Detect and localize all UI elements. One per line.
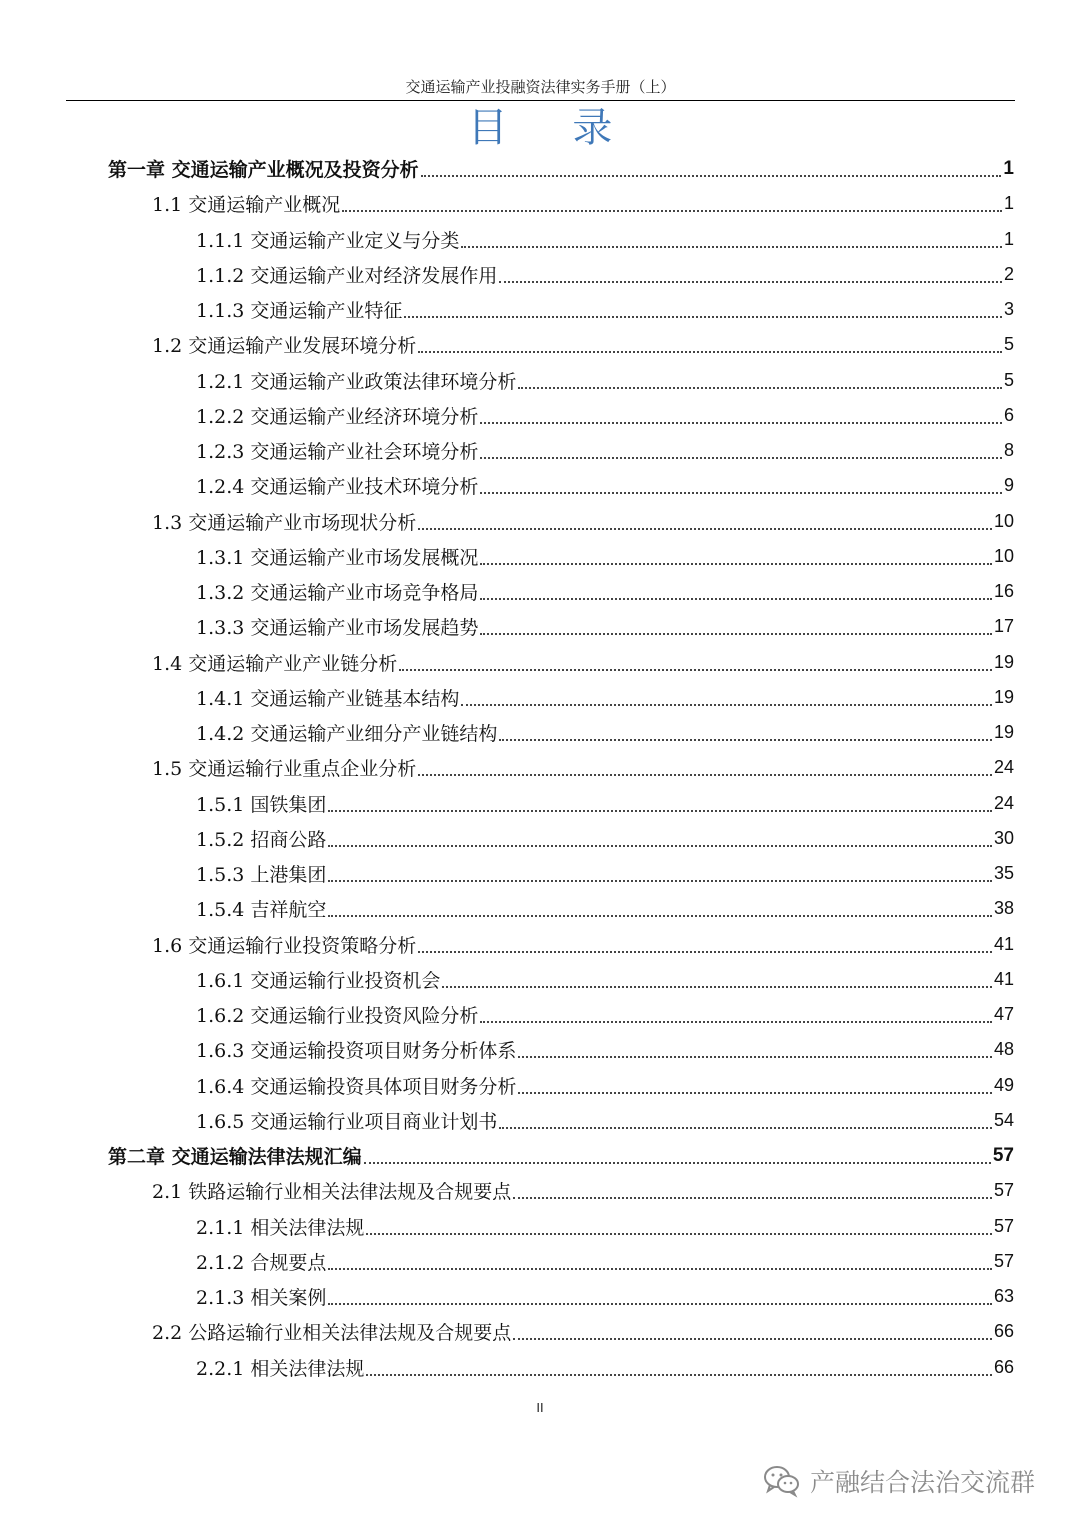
toc-entry-label: 1.1 交通运输产业概况: [152, 194, 341, 217]
toc-entry-page: 57: [993, 1250, 1014, 1271]
toc-leader-dots: [513, 1196, 992, 1199]
page-number: II: [536, 1400, 544, 1415]
toc-entry-page: 3: [1003, 299, 1014, 319]
toc-entry[interactable]: [196, 680, 1014, 715]
toc-entry-label: 1.2.3 交通运输产业社会环境分析: [196, 441, 479, 463]
toc-entry[interactable]: [196, 1209, 1014, 1244]
toc-leader-dots: [328, 914, 992, 917]
toc-entry-page: 17: [993, 616, 1014, 637]
toc-leader-dots: [366, 1373, 992, 1376]
toc-entry[interactable]: [196, 539, 1014, 574]
toc-entry[interactable]: [152, 645, 1014, 680]
toc-entry-page: 54: [993, 1109, 1014, 1130]
wechat-icon: [762, 1464, 802, 1498]
toc-entry[interactable]: [196, 222, 1014, 257]
toc-entry-label: 2.1 铁路运输行业相关法律法规及合规要点: [152, 1181, 512, 1204]
watermark: [762, 1461, 1035, 1501]
toc-entry[interactable]: [152, 504, 1014, 539]
toc-entry-label: 1.6 交通运输行业投资策略分析: [152, 934, 417, 957]
toc-entry-page: 57: [992, 1144, 1014, 1166]
toc-entry-label: 第二章 交通运输法律法规汇编: [108, 1146, 362, 1168]
toc-entry-page: 19: [993, 686, 1014, 707]
toc-leader-dots: [499, 1126, 992, 1129]
toc-entry-label: 2.2.1 相关法律法规: [196, 1357, 365, 1380]
toc-entry[interactable]: [152, 927, 1014, 962]
toc-entry-page: 24: [993, 757, 1014, 778]
toc-entry-page: 49: [993, 1074, 1014, 1095]
toc-title: 目 录: [467, 105, 639, 151]
toc-entry-page: 38: [993, 898, 1014, 919]
toc-entry-label: 1.6.2 交通运输行业投资风险分析: [196, 1005, 479, 1027]
toc-entry-page: 47: [993, 1004, 1014, 1024]
toc-leader-dots: [364, 1161, 991, 1164]
toc-leader-dots: [342, 209, 1002, 212]
toc-leader-dots: [499, 738, 992, 741]
toc-leader-dots: [480, 491, 1002, 494]
toc-entry[interactable]: [196, 1068, 1014, 1103]
toc-entry-label: 2.2 公路运输行业相关法律法规及合规要点: [152, 1322, 512, 1345]
toc-entry-label: 1.6.4 交通运输投资具体项目财务分析: [196, 1075, 517, 1098]
toc-leader-dots: [480, 1020, 992, 1023]
toc-entry-label: 1.1.2 交通运输产业对经济发展作用: [196, 264, 498, 287]
toc-entry[interactable]: [196, 468, 1014, 503]
toc-entry-page: 5: [1003, 369, 1014, 390]
toc-entry[interactable]: [196, 786, 1014, 821]
toc-entry-page: 19: [993, 651, 1014, 672]
toc-entry[interactable]: [196, 715, 1014, 750]
toc-entry[interactable]: [196, 997, 1014, 1032]
toc-leader-dots: [480, 562, 992, 565]
toc-entry-label: 1.4.1 交通运输产业链基本结构: [196, 687, 460, 710]
toc-entry-page: 8: [1003, 440, 1014, 460]
toc-entry[interactable]: [152, 327, 1014, 362]
toc-entry[interactable]: [196, 821, 1014, 856]
toc-leader-dots: [328, 879, 992, 882]
toc-entry[interactable]: [196, 609, 1014, 644]
toc-leader-dots: [499, 280, 1002, 283]
toc-entry-page: 41: [993, 968, 1014, 989]
toc-leader-dots: [404, 315, 1002, 318]
toc-entry[interactable]: [196, 574, 1014, 609]
toc-entry[interactable]: [196, 891, 1014, 926]
toc-entry-label: 2.1.3 相关案例: [196, 1287, 327, 1309]
toc-entry-page: 16: [993, 581, 1014, 601]
toc-entry-page: 9: [1003, 475, 1014, 496]
toc-entry-page: 2: [1003, 263, 1014, 284]
toc-entry-label: 1.1.1 交通运输产业定义与分类: [196, 229, 460, 252]
toc-entry-page: 48: [993, 1039, 1014, 1060]
toc-entry-label: 1.5.2 招商公路: [196, 828, 327, 851]
toc-entry-page: 66: [993, 1356, 1014, 1377]
toc-leader-dots: [480, 456, 1002, 459]
toc-entry[interactable]: [196, 1103, 1014, 1138]
toc-leader-dots: [421, 174, 1002, 177]
toc-entry[interactable]: [152, 1314, 1014, 1349]
toc-entry[interactable]: [108, 1138, 1014, 1173]
toc-entry-label: 1.2 交通运输产业发展环境分析: [152, 335, 417, 358]
toc-entry-label: 1.6.5 交通运输行业项目商业计划书: [196, 1110, 498, 1133]
toc-entry-label: 第一章 交通运输产业概况及投资分析: [108, 159, 419, 181]
toc-entry[interactable]: [152, 1173, 1014, 1208]
toc-leader-dots: [461, 703, 992, 706]
toc-entry-label: 2.1.1 相关法律法规: [196, 1216, 365, 1239]
toc-entry-page: 1: [1003, 228, 1014, 249]
toc-entry-page: 30: [993, 827, 1014, 848]
toc-leader-dots: [328, 809, 992, 812]
toc-entry-label: 2.1.2 合规要点: [196, 1251, 327, 1274]
running-header: 交通运输产业投融资法律实务手册（上）: [405, 78, 676, 96]
toc-entry[interactable]: [196, 1350, 1014, 1385]
toc-entry-label: 1.3.1 交通运输产业市场发展概况: [196, 546, 479, 569]
toc-entry[interactable]: [196, 962, 1014, 997]
toc-entry[interactable]: [196, 433, 1014, 468]
toc-entry[interactable]: [196, 1279, 1014, 1314]
toc-leader-dots: [328, 844, 992, 847]
toc-entry[interactable]: [196, 1244, 1014, 1279]
toc-entry[interactable]: [196, 257, 1014, 292]
toc-entry-label: 1.6.1 交通运输行业投资机会: [196, 969, 441, 992]
toc-entry-label: 1.4.2 交通运输产业细分产业链结构: [196, 723, 498, 745]
toc-entry-page: 1: [1003, 157, 1014, 179]
toc-entry-page: 63: [993, 1286, 1014, 1306]
toc-entry[interactable]: [196, 1032, 1014, 1067]
toc-leader-dots: [418, 527, 992, 530]
toc-entry-label: 1.2.4 交通运输产业技术环境分析: [196, 476, 479, 499]
toc-entry-page: 57: [993, 1180, 1014, 1201]
toc-leader-dots: [418, 773, 992, 776]
toc-entry-label: 1.5.4 吉祥航空: [196, 899, 327, 922]
toc-entry[interactable]: [196, 398, 1014, 433]
toc-entry-label: 1.3.2 交通运输产业市场竞争格局: [196, 582, 479, 604]
toc-entry-page: 57: [993, 1215, 1014, 1236]
toc-entry[interactable]: [152, 750, 1014, 785]
toc-entry-page: 10: [993, 510, 1014, 531]
toc-leader-dots: [513, 1337, 992, 1340]
toc-entry[interactable]: [196, 363, 1014, 398]
toc-entry-page: 5: [1003, 334, 1014, 355]
toc-leader-dots: [518, 386, 1002, 389]
toc-entry-label: 1.3.3 交通运输产业市场发展趋势: [196, 617, 479, 640]
toc-leader-dots: [328, 1267, 992, 1270]
toc-leader-dots: [480, 632, 992, 635]
toc-entry-label: 1.2.2 交通运输产业经济环境分析: [196, 405, 479, 428]
toc-leader-dots: [366, 1232, 992, 1235]
toc-leader-dots: [518, 1055, 992, 1058]
toc-entry[interactable]: [152, 186, 1014, 221]
toc-entry-page: 41: [993, 933, 1014, 954]
toc-entry-label: 1.1.3 交通运输产业特征: [196, 300, 403, 322]
toc-entry-page: 24: [993, 792, 1014, 813]
toc-leader-dots: [518, 1091, 992, 1094]
toc-entry-page: 66: [993, 1321, 1014, 1342]
toc-entry-label: 1.4 交通运输产业产业链分析: [152, 652, 398, 675]
toc-entry[interactable]: [108, 151, 1014, 186]
toc-entry-page: 10: [993, 545, 1014, 566]
toc-entry[interactable]: [196, 292, 1014, 327]
toc-entry-page: 35: [993, 863, 1014, 883]
toc-entry-label: 1.5.1 国铁集团: [196, 793, 327, 816]
toc-leader-dots: [480, 597, 992, 600]
toc-leader-dots: [418, 350, 1002, 353]
toc-leader-dots: [480, 421, 1002, 424]
toc-entry-label: 1.5.3 上港集团: [196, 864, 327, 886]
watermark-text: 产融结合法治交流群: [810, 1468, 1036, 1497]
toc-leader-dots: [399, 668, 992, 671]
toc-leader-dots: [418, 950, 992, 953]
toc-leader-dots: [461, 245, 1002, 248]
toc-entry-label: 1.6.3 交通运输投资项目财务分析体系: [196, 1040, 517, 1063]
toc-leader-dots: [442, 985, 992, 988]
toc-entry[interactable]: [196, 856, 1014, 891]
toc-entry-label: 1.2.1 交通运输产业政策法律环境分析: [196, 370, 517, 393]
toc-entry-page: 19: [993, 722, 1014, 742]
toc-entry-label: 1.3 交通运输产业市场现状分析: [152, 511, 417, 534]
toc-entry-label: 1.5 交通运输行业重点企业分析: [152, 758, 417, 781]
toc-entry-page: 1: [1003, 193, 1014, 214]
toc-entry-page: 6: [1003, 404, 1014, 425]
toc-leader-dots: [328, 1302, 992, 1305]
